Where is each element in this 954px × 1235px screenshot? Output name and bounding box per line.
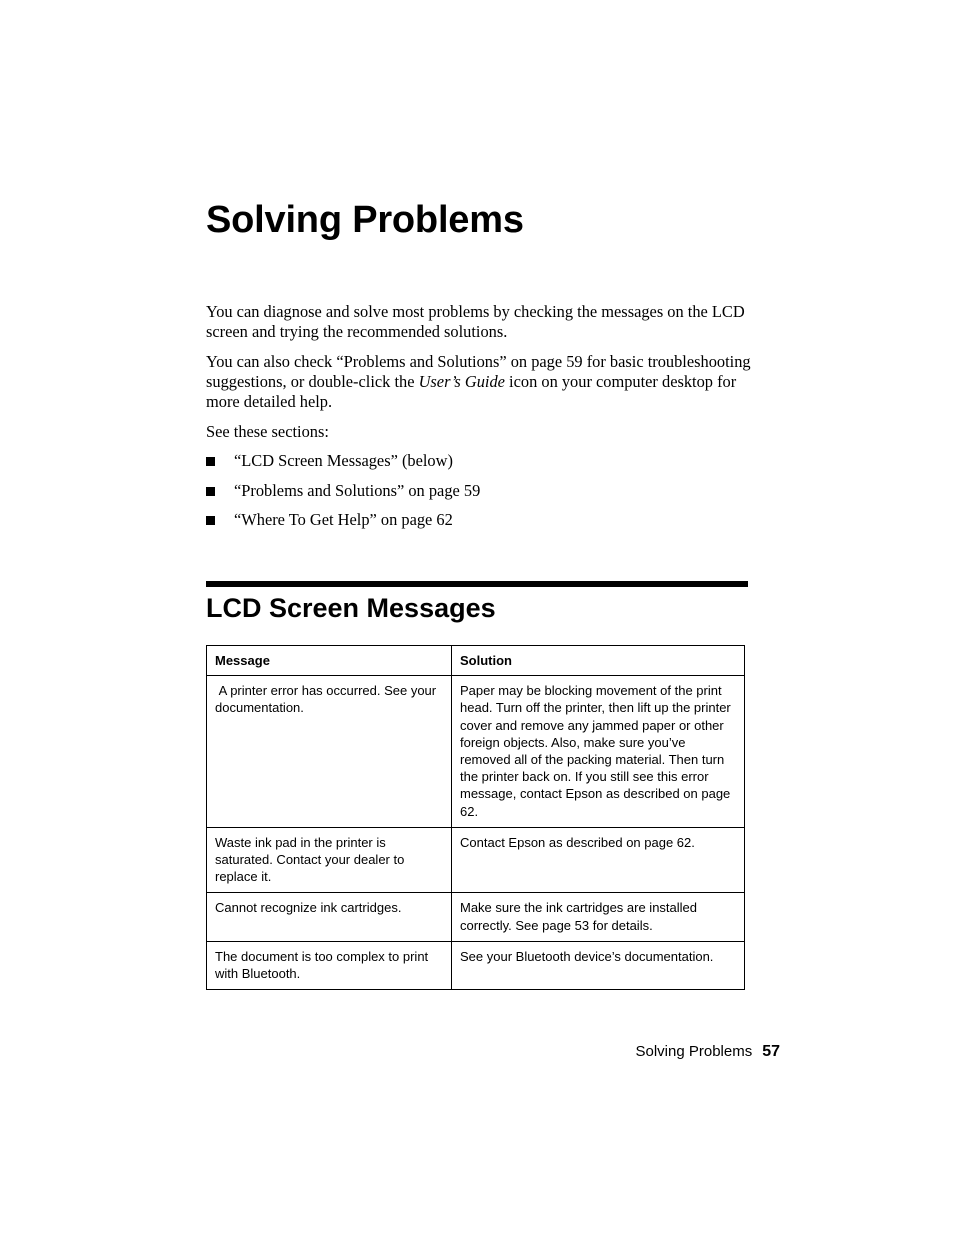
- message-cell: The document is too complex to print with Bluetooth.: [207, 941, 452, 989]
- list-item-text: “Problems and Solutions” on page 59: [234, 480, 481, 500]
- square-bullet-icon: [206, 487, 215, 496]
- table-row: [207, 676, 745, 828]
- table-row: [207, 941, 745, 989]
- solution-cell: Make sure the ink cartridges are installed correctly. See page 53 for details.: [452, 893, 745, 941]
- footer-chapter-label: Solving Problems: [635, 1043, 753, 1060]
- lcd-messages-table: [206, 645, 745, 990]
- see-sections-label: See these sections:: [206, 422, 329, 441]
- users-guide-title: User’s Guide: [418, 372, 505, 391]
- message-cell: Waste ink pad in the printer is saturated. Contact your dealer to replace it.: [207, 827, 452, 893]
- list-item: [206, 510, 480, 530]
- solution-cell: See your Bluetooth device’s documentation.: [452, 941, 745, 989]
- page-footer: [635, 1041, 780, 1063]
- solution-cell: Paper may be blocking movement of the print head. Turn off the printer, then lift up the printer cover and remove any jammed paper or other foreign objects. Also, make sure you’ve removed all of the packing material. Then turn the printer back on. If you still see this error message, contact Epson as described on page 62.: [452, 676, 745, 828]
- solution-cell: Contact Epson as described on page 62.: [452, 827, 745, 893]
- table-row: [207, 827, 745, 893]
- help-paragraph: [206, 352, 751, 412]
- list-item: [206, 451, 480, 471]
- list-item: [206, 481, 480, 501]
- intro-paragraph: You can diagnose and solve most problems by checking the messages on the LCD screen and trying the recommended solutions.: [206, 302, 745, 341]
- message-cell: Cannot recognize ink cartridges.: [207, 893, 452, 941]
- column-header-message: Message: [207, 646, 452, 676]
- list-item-text: “Where To Get Help” on page 62: [234, 510, 453, 529]
- help-text-end: icon on your computer desktop for more detailed help.: [206, 372, 737, 411]
- help-text-start: You can also check “Problems and Solutions” on page 59 for basic troubleshooting suggestions, or double-click the: [206, 352, 751, 391]
- section-title: LCD Screen Messages: [206, 593, 496, 623]
- sections-list: [206, 451, 480, 540]
- square-bullet-icon: [206, 516, 215, 525]
- list-item-text: “LCD Screen Messages” (below): [234, 451, 453, 470]
- square-bullet-icon: [206, 457, 215, 466]
- page-number: 57: [762, 1043, 780, 1060]
- column-header-solution: Solution: [452, 646, 745, 676]
- table-row: [207, 893, 745, 941]
- page-title: Solving Problems: [206, 199, 524, 241]
- message-cell: A printer error has occurred. See your documentation.: [207, 676, 452, 828]
- table-header-row: [207, 646, 745, 676]
- section-divider: [206, 581, 748, 587]
